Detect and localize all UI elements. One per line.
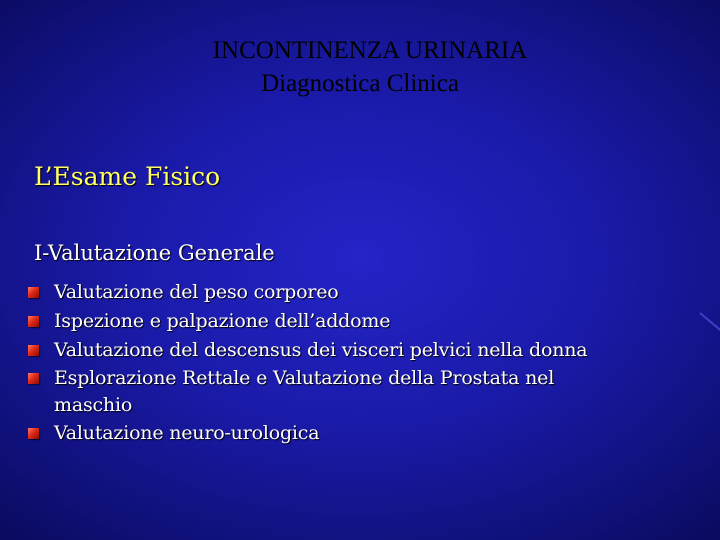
bullet-item <box>28 419 668 448</box>
bullet-item <box>28 278 668 307</box>
title-line-1: INCONTINENZA URINARIA <box>212 37 528 64</box>
bullet-text: Valutazione del descensus dei visceri pelvici nella donna <box>54 339 588 361</box>
bullet-item <box>28 336 668 365</box>
bullet-text: Valutazione del peso corporeo <box>54 281 339 303</box>
bullet-list <box>28 278 668 448</box>
bullet-text: Ispezione e palpazione dell’addome <box>54 310 391 332</box>
bullet-item <box>28 365 668 419</box>
section-heading: L’Esame Fisico <box>34 162 221 191</box>
title-line-2: Diagnostica Clinica <box>261 70 459 97</box>
subheading: I-Valutazione Generale <box>34 241 275 265</box>
red-square-bullet-icon <box>28 287 39 298</box>
bullet-text: Valutazione neuro-urologica <box>54 422 320 444</box>
red-square-bullet-icon <box>28 345 39 356</box>
decorative-line <box>699 312 720 333</box>
red-square-bullet-icon <box>28 428 39 439</box>
red-square-bullet-icon <box>28 373 39 384</box>
bullet-item <box>28 307 668 336</box>
slide-title <box>0 34 720 100</box>
bullet-text: Esplorazione Rettale e Valutazione della Prostata nel maschio <box>54 367 555 416</box>
red-square-bullet-icon <box>28 316 39 327</box>
